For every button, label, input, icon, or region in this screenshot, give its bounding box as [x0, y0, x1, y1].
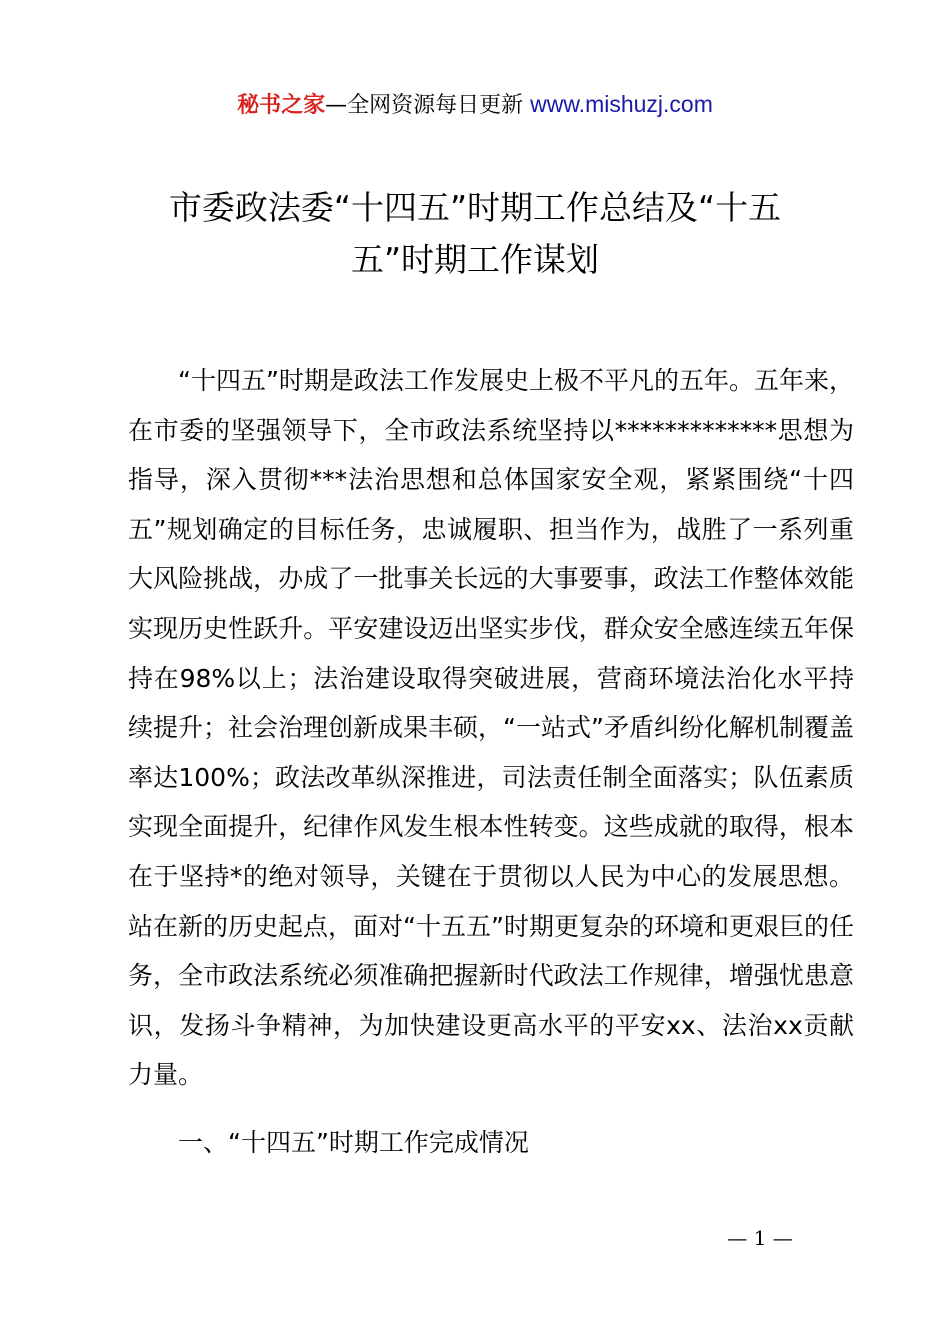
site-url-link[interactable]: www.mishuzj.com	[530, 91, 713, 117]
section-heading-1: 一、“十四五”时期工作完成情况	[178, 1128, 529, 1157]
brand-name: 秘书之家	[237, 93, 326, 118]
header-slogan: —全网资源每日更新	[325, 93, 524, 118]
site-header	[0, 88, 950, 122]
intro-paragraph: “十四五”时期是政法工作发展史上极不平凡的五年。五年来，在市委的坚强领导下，全市政法系统坚持以*************思想为指导，深入贯彻***法治思想和总体国家安全观，紧紧围绕“十四五”规划确定的目标任务，忠诚履职、担当作为，战胜了一系列重大风险挑战，办成了一批事关长远的大事要事，政法工作整体效能实现历史性跃升。平安建设迈出坚实步伐，群众安全感连续五年保持在98%以上；法治建设取得突破进展，营商环境法治化水平持续提升；社会治理创新成果丰硕，“一站式”矛盾纠纷化解机制覆盖率达100%；政法改革纵深推进，司法责任制全面落实；队伍素质实现全面提升，纪律作风发生根本性转变。这些成就的取得，根本在于坚持*的绝对领导，关键在于贯彻以人民为中心的发展思想。站在新的历史起点，面对“十五五”时期更复杂的环境和更艰巨的任务，全市政法系统必须准确把握新时代政法工作规律，增强忧患意识，发扬斗争精神，为加快建设更高水平的平安xx、法治xx贡献力量。	[128, 366, 854, 1090]
title-line-1: 市委政法委“十四五”时期工作总结及“十五	[168, 188, 782, 227]
title-line-2: 五”时期工作谋划	[350, 240, 600, 279]
document-title	[100, 182, 850, 286]
page-number: — 1 —	[727, 1226, 793, 1250]
